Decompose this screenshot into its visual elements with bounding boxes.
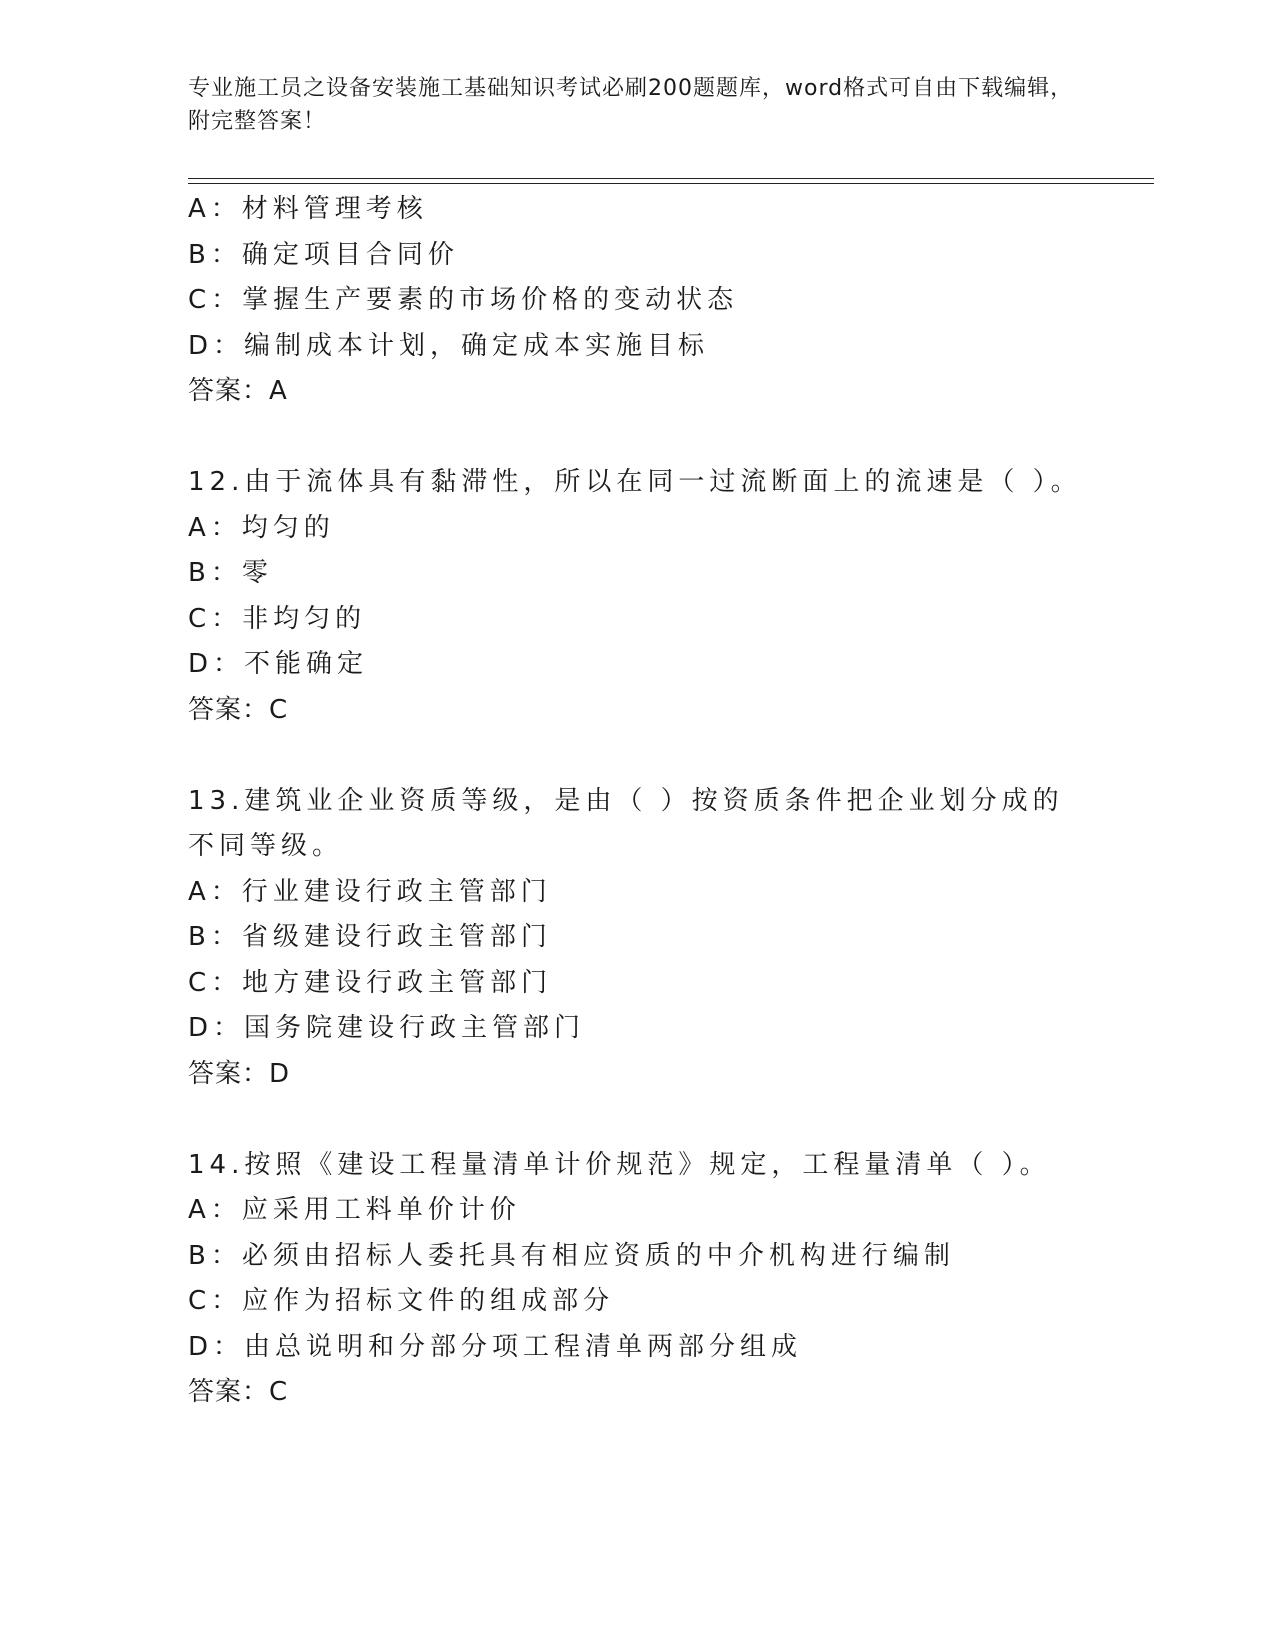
option-d: D：不能确定 — [188, 649, 369, 679]
header-divider-bottom — [188, 183, 1154, 184]
option-c: C：掌握生产要素的市场价格的变动状态 — [188, 285, 739, 315]
option-a: A：材料管理考核 — [188, 194, 428, 224]
answer-label: 答案：C — [188, 1377, 289, 1407]
spacer — [188, 733, 1088, 779]
option-c: C：非均匀的 — [188, 603, 367, 634]
answer-label: 答案：D — [188, 1058, 291, 1089]
option-b: B：确定项目合同价 — [188, 239, 459, 270]
question-12 — [188, 460, 1088, 733]
option-a: A：应采用工料单价计价 — [188, 1195, 521, 1225]
spacer — [188, 1097, 1088, 1143]
answer-label: 答案：A — [188, 376, 288, 406]
option-b: B：零 — [188, 558, 273, 588]
question-text: 12.由于流体具有黏滞性，所以在同一过流断面上的流速是（ ）。 — [188, 467, 1082, 497]
question-list — [188, 187, 1088, 1416]
option-d: D：由总说明和分部分项工程清单两部分组成 — [188, 1331, 803, 1362]
option-c: C：应作为招标文件的组成部分 — [188, 1286, 615, 1316]
option-a: A：均匀的 — [188, 512, 335, 543]
spacer — [188, 415, 1088, 461]
option-a: A：行业建设行政主管部门 — [188, 876, 552, 907]
question-14 — [188, 1143, 1088, 1416]
question-text: 14.按照《建设工程量清单计价规范》规定，工程量清单（ ）。 — [188, 1149, 1051, 1180]
document-header: 专业施工员之设备安装施工基础知识考试必刷200题题库，word格式可自由下载编辑，附完整答案！ — [188, 76, 1074, 134]
option-d: D：国务院建设行政主管部门 — [188, 1013, 586, 1043]
question-11 — [188, 187, 1088, 415]
question-text: 13.建筑业企业资质等级，是由（ ）按资质条件把企业划分成的不同等级。 — [188, 785, 1064, 861]
question-13 — [188, 779, 1088, 1098]
answer-label: 答案：C — [188, 694, 289, 725]
option-b: B：省级建设行政主管部门 — [188, 922, 552, 952]
option-b: B：必须由招标人委托具有相应资质的中介机构进行编制 — [188, 1240, 955, 1271]
option-d: D：编制成本计划，确定成本实施目标 — [188, 330, 710, 361]
header-divider-top — [188, 178, 1154, 179]
option-c: C：地方建设行政主管部门 — [188, 967, 553, 998]
